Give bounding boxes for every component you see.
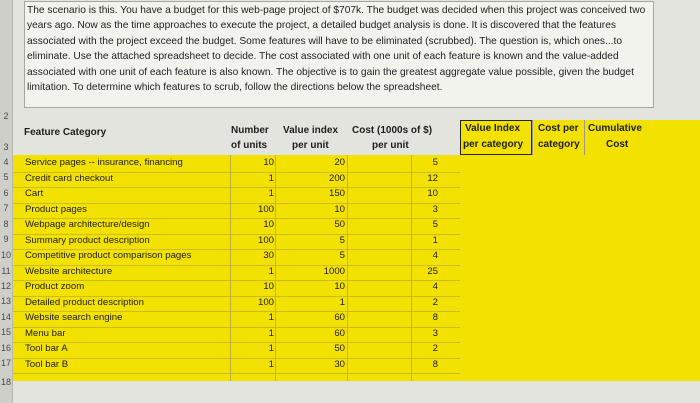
header-value-index-2: per unit: [292, 140, 329, 151]
header-cumulative-2: Cost: [606, 139, 629, 150]
cost-cell[interactable]: 25: [427, 265, 438, 277]
cost-cell[interactable]: 5: [432, 157, 438, 168]
row-number: 5: [3, 172, 9, 182]
cost-cell[interactable]: 4: [432, 281, 438, 292]
value-index-cell[interactable]: 50: [334, 219, 345, 230]
feature-category-cell[interactable]: Website architecture: [25, 265, 113, 277]
units-cell[interactable]: 10: [263, 281, 274, 292]
row-number: 2: [3, 111, 9, 121]
row-gridline: [13, 373, 460, 374]
row-number: 15: [0, 327, 11, 337]
value-index-cell[interactable]: 200: [328, 172, 345, 184]
units-cell[interactable]: 1: [268, 358, 274, 370]
value-index-cell[interactable]: 50: [334, 343, 345, 354]
value-index-cell[interactable]: 1000: [323, 265, 345, 277]
units-cell[interactable]: 1: [268, 172, 274, 184]
cost-cell[interactable]: 3: [432, 327, 438, 339]
value-index-cell[interactable]: 60: [334, 327, 345, 339]
feature-category-cell[interactable]: Cart: [25, 188, 44, 199]
column-gridline: [411, 155, 412, 381]
value-index-cell[interactable]: 5: [339, 250, 345, 261]
units-cell[interactable]: 1: [268, 188, 274, 199]
header-number-units-2: of units: [231, 140, 268, 151]
value-index-cell[interactable]: 1: [339, 296, 345, 308]
units-cell[interactable]: 100: [257, 203, 274, 215]
units-cell[interactable]: 100: [257, 296, 274, 308]
feature-category-cell[interactable]: Menu bar: [25, 327, 66, 339]
header-value-index: Value index: [283, 125, 339, 136]
row-number: 10: [0, 250, 11, 260]
cost-cell[interactable]: 10: [427, 188, 438, 199]
feature-category-cell[interactable]: Service pages -- insurance, financing: [25, 157, 183, 168]
feature-category-cell[interactable]: Credit card checkout: [25, 172, 113, 184]
cost-cell[interactable]: 5: [432, 219, 438, 230]
header-cost-per-category: Cost per: [538, 123, 579, 134]
header-cost-per-category-2: category: [538, 139, 580, 150]
column-gridline: [230, 155, 231, 381]
row-number: 8: [3, 219, 9, 229]
header-number-units: Number: [231, 125, 269, 136]
row-number: 7: [3, 203, 9, 213]
header-value-index-category: Value Index: [465, 123, 521, 134]
header-feature-category: Feature Category: [24, 127, 107, 138]
column-divider: [532, 120, 533, 155]
row-number: 3: [3, 142, 9, 152]
row-number: 14: [0, 312, 11, 322]
feature-category-cell[interactable]: Summary product description: [25, 234, 150, 246]
units-cell[interactable]: 1: [268, 265, 274, 277]
cost-cell[interactable]: 4: [432, 250, 438, 261]
cost-cell[interactable]: 2: [432, 296, 438, 308]
feature-category-cell[interactable]: Product zoom: [25, 281, 85, 292]
value-index-cell[interactable]: 20: [334, 157, 345, 168]
units-cell[interactable]: 1: [268, 343, 274, 354]
feature-category-cell[interactable]: Website search engine: [25, 312, 123, 323]
value-index-cell[interactable]: 30: [334, 358, 345, 370]
units-cell[interactable]: 1: [268, 327, 274, 339]
row-number: 13: [0, 296, 11, 306]
units-cell[interactable]: 1: [268, 312, 274, 323]
cost-cell[interactable]: 8: [432, 358, 438, 370]
row-number: 17: [0, 358, 11, 368]
scenario-text-box: The scenario is this. You have a budget for this web-page project of $707k. The budget was decided when this project was conceived two years ago. Now as the time approaches to execute the project, a detailed budget analysis is done. It is discovered that the features associated with the project exceed the budget. Some features will have to be eliminated (scrubbed). The question is, which ones...to eliminate. Use the attached spreadsheet to decide. The cost associated with one unit of each feature is known and the value-added associated with one unit of each feature is also known. The objective is to gain the greatest aggregate value possible, given the budget limitation. To determine which features to scrub, follow the directions below the spreadsheet.: [24, 1, 654, 108]
value-index-cell[interactable]: 60: [334, 312, 345, 323]
header-value-index-category-2: per category: [463, 139, 524, 150]
yellow-table-area: [13, 155, 700, 381]
column-gridline: [275, 155, 276, 381]
feature-category-cell[interactable]: Detailed product description: [25, 296, 144, 308]
header-cost: Cost (1000s of $): [352, 125, 433, 136]
row-number: 4: [3, 157, 9, 167]
cost-cell[interactable]: 8: [432, 312, 438, 323]
value-index-cell[interactable]: 5: [339, 234, 345, 246]
column-divider: [584, 120, 585, 155]
cost-cell[interactable]: 1: [432, 234, 438, 246]
feature-category-cell[interactable]: Tool bar B: [25, 358, 69, 370]
value-index-cell[interactable]: 10: [334, 203, 345, 215]
feature-category-cell[interactable]: Product pages: [25, 203, 87, 215]
feature-category-cell[interactable]: Competitive product comparison pages: [25, 250, 192, 261]
cost-cell[interactable]: 2: [432, 343, 438, 354]
value-index-cell[interactable]: 150: [328, 188, 345, 199]
units-cell[interactable]: 30: [263, 250, 274, 261]
row-number: 6: [3, 188, 9, 198]
cost-cell[interactable]: 12: [427, 172, 438, 184]
value-index-cell[interactable]: 10: [334, 281, 345, 292]
row-number: 11: [1, 266, 11, 276]
column-gridline: [347, 155, 348, 381]
row-number: 18: [0, 377, 11, 387]
units-cell[interactable]: 10: [263, 219, 274, 230]
row-number: 12: [0, 281, 11, 291]
row-number: 16: [0, 343, 11, 353]
feature-category-cell[interactable]: Tool bar A: [25, 343, 68, 354]
feature-category-cell[interactable]: Webpage architecture/design: [25, 219, 150, 230]
row-number: 9: [3, 234, 9, 244]
units-cell[interactable]: 10: [263, 157, 274, 168]
header-cost-2: per unit: [372, 140, 409, 151]
units-cell[interactable]: 100: [257, 234, 274, 246]
header-cumulative: Cumulative: [588, 123, 642, 134]
cost-cell[interactable]: 3: [432, 203, 438, 215]
